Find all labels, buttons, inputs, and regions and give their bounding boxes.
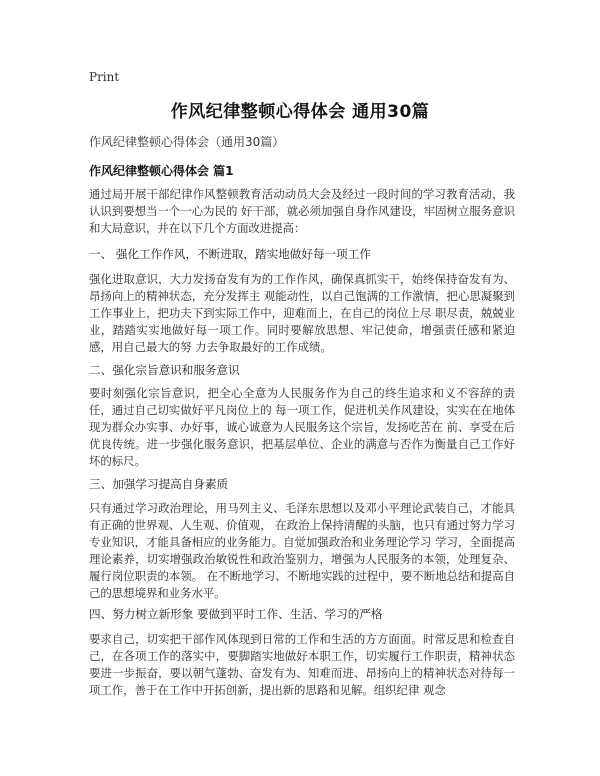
point-heading-2: 二、强化宗旨意识和服务意识 [89, 363, 240, 377]
point-body-1: 强化进取意识，大力发扬奋发有为的工作作风，确保真抓实干，始终保持奋发有为、昂扬向上的精神状态，充分发挥主 观能动性，以自己饱满的工作激情，把心思凝聚到工作事业上，把功夫下到实际工作中，迎难而上，在自己的岗位上尽 职尽责，兢兢业业，踏踏实实地做好每一项工作。同时要解放思想、牢记使命，增强责任感和紧迫感，用自己最大的努 力去争取最好的工作成绩。 [89, 272, 515, 354]
intro-paragraph: 通过局开展干部纪律作风整顿教育活动动员大会及经过一段时间的学习教育活动，我认识到要想当一个一心为民的 好干部，就必须加强自身作风建设，牢固树立服务意识和大局意识，并在以下几个方面改进提高： [89, 187, 515, 235]
point-body-3: 只有通过学习政治理论，用马列主义、毛泽东思想以及邓小平理论武装自己，才能具有正确的世界观、人生观、价值观， 在政治上保持清醒的头脑，也只有通过努力学习专业知识，才能具备相应的业务能力。自觉加强政治和业务理论学习 学习，全面提高理论素养，切实增强政治敏锐性和政治鉴别力，增强为人民服务的本领，处理复杂、履行岗位职责的本领。 在不断地学习、不断地实践的过程中，要不断地总结和提高自己的思想境界和业务水平。 [89, 501, 515, 600]
section-title: 作风纪律整顿心得体会 篇1 [89, 164, 234, 178]
document-subtitle: 作风纪律整顿心得体会（通用30篇） [89, 135, 285, 149]
point-heading-1: 一、 强化工作作风，不断进取，踏实地做好每一项工作 [89, 247, 371, 261]
page-title: 作风纪律整顿心得体会 通用30篇 [170, 102, 430, 122]
point-heading-3: 三、加强学习提高自身素质 [89, 477, 229, 491]
point-heading-4: 四、努力树立新形象 要做到平时工作、生活、学习的严格 [89, 607, 383, 621]
point-body-2: 要时刻强化宗旨意识，把全心全意为人民服务作为自己的终生追求和义不容辞的责任，通过自己切实做好平凡岗位上的 每一项工作，促进机关作风建设，实实在在地体现为群众办实事、办好事，诚心诚意为人民服务这个宗旨，发扬吃苦在 前、享受在后优良传统。进一步强化服务意识，把基层单位、企业的满意与否作为衡量自己工作好坏的标尺。 [89, 386, 515, 468]
print-link[interactable]: Print [89, 70, 120, 84]
point-body-4: 要求自己，切实把干部作风体现到日常的工作和生活的方方面面。时常反思和检查自己，在各项工作的落实中，要脚踏实地做好本职工作，切实履行工作职责，精神状态要进一步振奋，要以朝气蓬勃、奋发有为、知难而进、昂扬向上的精神状态对待每一项工作，善于在工作中开拓创新，提出新的思路和见解。组织纪律 观念 [89, 632, 515, 697]
